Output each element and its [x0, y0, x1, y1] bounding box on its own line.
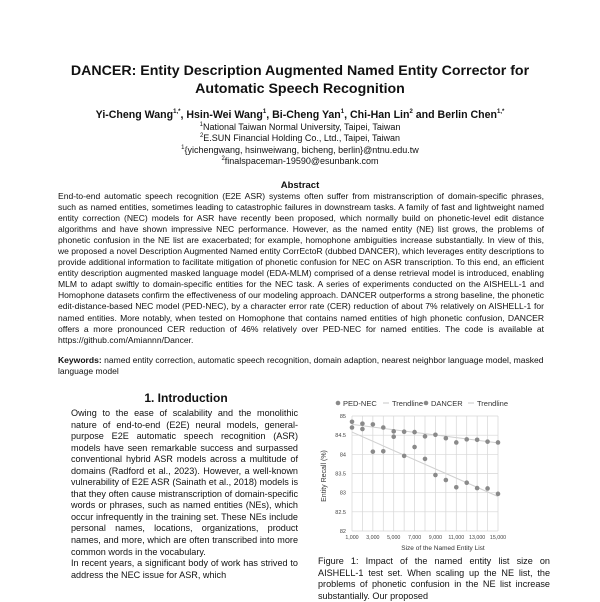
- affil-sup: 1: [181, 144, 185, 151]
- x-tick-label: 5,000: [387, 535, 401, 541]
- x-tick-label: 9,000: [428, 535, 443, 541]
- author-name: Bi-Cheng Yan: [272, 109, 341, 121]
- affiliation-line: [40, 133, 560, 144]
- x-tick-label: 7,000: [407, 535, 422, 541]
- legend-marker-ped-nec: [336, 401, 341, 406]
- affiliation-line: [40, 122, 560, 133]
- x-tick-label: 3,000: [366, 535, 380, 541]
- data-point-dancer: [360, 421, 365, 426]
- abstract-heading: Abstract: [280, 180, 320, 191]
- y-axis-label: Entity Recall (%): [321, 450, 328, 502]
- keywords-text: named entity correction, automatic speech recognition, domain adaption, nearest neighbor language model, masked language model: [58, 355, 544, 377]
- legend-label: PED-NEC: [343, 399, 377, 408]
- data-point-ped-nec: [444, 478, 449, 483]
- author-name: Chi-Han Lin: [350, 109, 410, 121]
- author-name: Hsin-Wei Wang: [186, 109, 263, 121]
- x-tick-label: 13,000: [469, 535, 486, 541]
- data-point-ped-nec: [371, 449, 376, 454]
- data-point-dancer: [371, 422, 376, 427]
- data-point-ped-nec: [475, 486, 480, 491]
- separator: ,: [344, 109, 351, 121]
- data-point-ped-nec: [391, 434, 396, 439]
- data-point-dancer: [433, 432, 438, 437]
- data-point-ped-nec: [433, 473, 438, 478]
- email-text: {yichengwang, hsinweiwang, bicheng, berlin}@ntnu.edu.tw: [184, 144, 419, 155]
- data-point-ped-nec: [454, 485, 459, 490]
- y-axis-ticks: [335, 414, 346, 535]
- author-name: Berlin Chen: [437, 109, 497, 121]
- author-sup: 2: [409, 109, 413, 115]
- author-sup: 1,*: [497, 109, 505, 115]
- chart-legend: [336, 399, 508, 408]
- data-point-dancer: [412, 430, 417, 435]
- email-text: finalspaceman-19590@esunbank.com: [224, 155, 379, 166]
- affil-text: National Taiwan Normal University, Taipei, Taiwan: [202, 122, 401, 132]
- data-point-dancer: [381, 425, 386, 430]
- separator: ,: [180, 109, 187, 121]
- data-point-ped-nec: [464, 480, 469, 485]
- x-axis-label: Size of the Named Entity List: [401, 545, 485, 552]
- email-line: [40, 156, 560, 167]
- data-point-dancer: [423, 434, 428, 439]
- y-tick-label: 85: [339, 414, 346, 420]
- author-name: Yi-Cheng Wang: [95, 109, 174, 121]
- keywords: [58, 355, 544, 377]
- author-list: [40, 109, 560, 121]
- data-point-ped-nec: [360, 427, 365, 432]
- paper-title: DANCER: Entity Description Augmented Named Entity Corrector for Automatic Speech Recognition: [70, 63, 530, 97]
- y-tick-label: 84: [339, 452, 346, 459]
- y-tick-label: 82: [339, 529, 346, 535]
- data-point-dancer: [454, 440, 459, 445]
- data-point-dancer: [444, 436, 449, 441]
- x-tick-label: 15,000: [489, 535, 507, 541]
- introduction-body: [71, 408, 298, 581]
- keywords-label: Keywords:: [58, 355, 102, 365]
- affil-sup: 1: [199, 122, 203, 128]
- paragraph: Owing to the ease of scalability and the monolithic nature of end-to-end (E2E) neural models, general-purpose E2E automatic speech recognition (ASR) models have seen remarkable success and surpassed conventional hybrid ASR models across a multitude of domains (Radford et al., 2023). However, a well-known vulnerability of E2E ASR (Sainath et al., 2018) models is that they often cause mistranscription of domain-specific words or phrases, such as named entities (NEs), which occur infrequently in the training set. These NEs include personal names, locations, organizations, product names, and more, which are often transcribed into more common words in the vocabulary.: [71, 408, 298, 557]
- x-axis-ticks: [345, 535, 506, 541]
- data-point-dancer: [402, 429, 407, 434]
- data-point-ped-nec: [423, 457, 428, 462]
- data-point-dancer: [391, 429, 396, 434]
- legend-label: DANCER: [431, 399, 463, 408]
- data-point-ped-nec: [485, 486, 490, 491]
- affil-text: E.SUN Financial Holding Co., Ltd., Taipei, Taiwan: [203, 133, 401, 144]
- data-point-ped-nec: [381, 449, 386, 454]
- legend-label: Trendline: [392, 399, 423, 408]
- affiliations: [40, 122, 560, 167]
- data-point-ped-nec: [402, 454, 407, 459]
- x-tick-label: 11,000: [448, 535, 465, 541]
- legend-marker-dancer: [424, 401, 429, 406]
- abstract-text: End-to-end automatic speech recognition (E2E ASR) systems often suffer from mistranscription of domain-specific phrases, such as named entities, sometimes leading to catastrophic failures in downstream tasks. A family of fast and lightweight named entity correction (NEC) models for ASR have recently been proposed, which normally build on phonetic-level edit distance algorithms and have shown impressive NEC performance. However, as the named entity (NE) list grows, the problems of phonetic confusion in the NE list are exacerbated; for example, homophone ambiguities increase substantially. In view of this, we proposed a novel Description Augmented Named entity CorrEctoR (dubbed DANCER), which leverages entity descriptions to provide additional information to facilitate mitigation of phonetic confusion for NEC on ASR transcription. To this end, an efficient entity description augmented masked language model (EDA-MLM) comprised of a dense retrieval model is introduced, enabling MLM to adapt swiftly to domain-specific entities for the NEC task. A series of experiments conducted on the AISHELL-1 and Homophone datasets confirm the effectiveness of our modeling approach. DANCER outperforms a strong baseline, the phonetic edit-distance-based NEC model (PED-NEC), by a character error rate (CER) reduction of about 7% relatively on AISHELL-1 for named entities. More notably, when tested on Homophone that contains named entities of high phonetic confusion, DANCER offers a more pronounced CER reduction of 46% relatively over PED-NEC for named entities. The code is available at https://github.com/Amiannn/Dancer.: [58, 191, 544, 345]
- legend-label: Trendline: [477, 399, 508, 408]
- data-point-ped-nec: [496, 492, 501, 497]
- data-point-ped-nec: [350, 425, 355, 430]
- separator: and: [412, 109, 438, 121]
- affil-sup: 2: [221, 155, 225, 162]
- y-tick-label: 83: [339, 490, 346, 497]
- author-sup: 1,*: [173, 109, 181, 115]
- y-tick-label: 83.5: [335, 471, 346, 478]
- section-heading-introduction: 1. Introduction: [144, 391, 228, 405]
- paragraph: In recent years, a significant body of work has strived to address the NEC issue for ASR, which: [71, 558, 298, 580]
- author-sup: 1: [262, 109, 267, 115]
- data-point-ped-nec: [412, 445, 417, 450]
- affil-sup: 2: [199, 133, 204, 140]
- data-point-dancer: [350, 419, 355, 424]
- data-point-dancer: [475, 437, 480, 442]
- data-point-dancer: [496, 440, 501, 445]
- y-tick-label: 82.5: [335, 509, 346, 516]
- figure-1-chart: [318, 392, 553, 554]
- data-point-dancer: [485, 439, 490, 444]
- x-tick-label: 1,000: [345, 535, 359, 541]
- y-tick-label: 84.5: [335, 433, 346, 440]
- separator: ,: [266, 109, 273, 121]
- author-sup: 1: [340, 109, 345, 115]
- data-point-dancer: [464, 437, 469, 442]
- email-line: [40, 145, 560, 156]
- figure-caption: Figure 1: Impact of the named entity list size on AISHELL-1 test set. When scaling up the NE list, the problems of phonetic confusion in the NE list increase substantially. Our proposed: [318, 556, 550, 601]
